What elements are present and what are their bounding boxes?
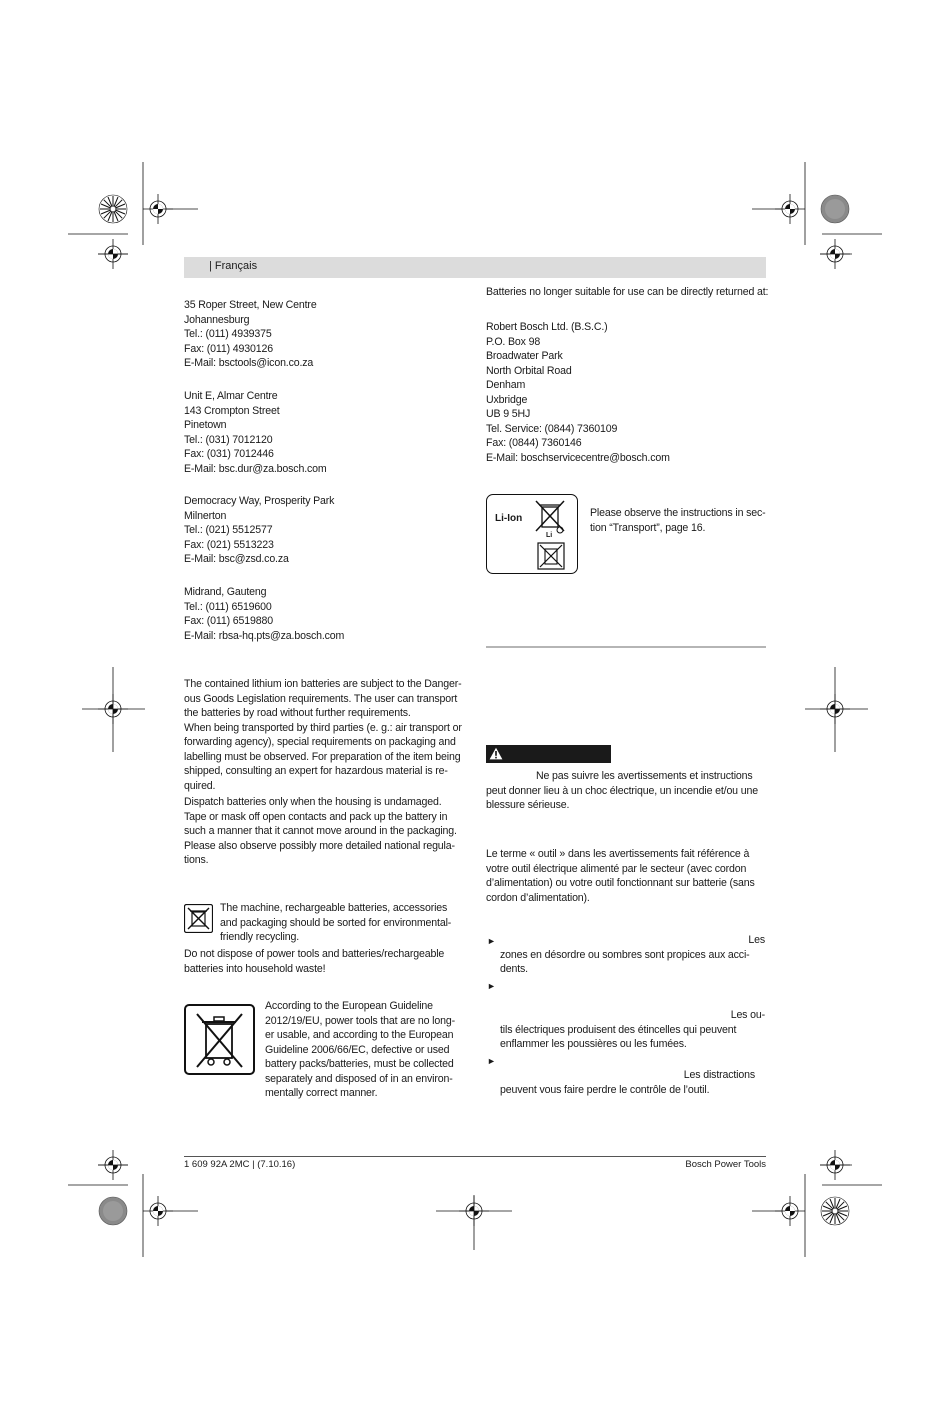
liion-note: Please observe the instructions in sec- tion “Transport”, page 16.	[590, 507, 766, 534]
section-divider	[486, 646, 766, 648]
bullet-arrow-icon: ►	[487, 1056, 496, 1066]
footer-brand: Bosch Power Tools	[685, 1159, 766, 1170]
address-milnerton: Democracy Way, Prosperity Park Milnerton Tel.: (021) 5512577 Fax: (021) 5513223 E-Mail: bsc@zsd.co.za	[184, 495, 335, 565]
household-waste-warning: Do not dispose of power tools and batteries/rechargeable batteries into household waste!	[184, 948, 445, 975]
crossed-bin-small-icon	[184, 904, 213, 933]
page-section-label: | Français	[209, 260, 258, 272]
liion-symbol-box	[486, 494, 578, 574]
address-midrand: Midrand, Gauteng Tel.: (011) 6519600 Fax: (011) 6519880 E-Mail: rbsa-hq.pts@za.bosch.com	[184, 586, 345, 642]
header-bar	[184, 257, 766, 278]
bullet-item-1: Les zones en désordre ou sombres sont propices aux acci- dents.	[500, 934, 765, 975]
warning-triangle-icon	[489, 747, 503, 760]
li-label: Li	[546, 532, 553, 539]
bullet-item-2: Les ou- tils électriques produisent des étincelles qui peuvent enflammer les poussières ou les fumées.	[500, 1009, 765, 1050]
bullet-item-3: Les distractions peuvent vous faire perdre le contrôle de l’outil.	[500, 1069, 755, 1096]
transport-paragraph-2: Dispatch batteries only when the housing is undamaged. Tape or mask off open contacts and pack up the battery in such a manner that it cannot move around in the packaging. Please also observe possibly more detailed national regula- tions.	[184, 796, 457, 866]
address-pinetown: Unit E, Almar Centre 143 Crompton Street Pinetown Tel.: (031) 7012120 Fax: (031) 7012446 E-Mail: bsc.dur@za.bosch.com	[184, 390, 327, 475]
weee-bin-icon	[184, 1004, 255, 1075]
warning-banner	[486, 745, 611, 763]
warning-paragraph-2: Le terme « outil » dans les avertissements fait référence à votre outil électrique alimenté par le secteur (avec cordon d’alimentation) ou votre outil fonctionnant sur batterie (sans cordon d’alimentation).	[486, 848, 755, 904]
bullet-arrow-icon: ►	[487, 981, 496, 991]
transport-paragraph-1: The contained lithium ion batteries are subject to the Danger- ous Goods Legislation requirements. The user can transport the batteries by road without further requirements. When being transported by third parties (e. g.: air transport or forwarding agency), special requirements on packaging and labelling must be observed. For preparation of the item being shipped, consulting an expert for hazardous material is re- quired.	[184, 678, 462, 792]
address-johannesburg: 35 Roper Street, New Centre Johannesburg Tel.: (011) 4939375 Fax: (011) 4930126 E-Mail: bsctools@icon.co.za	[184, 299, 317, 369]
eu-guideline-text: According to the European Guideline 2012/19/EU, power tools that are no long- er usable, and according to the European Guideline 2006/66/EC, defective or used battery packs/batteries, must be collected separately and disposed of in an environ- mentally correct manner.	[265, 1000, 455, 1099]
recycle-battery-icon	[537, 542, 565, 570]
footer-rule	[184, 1156, 766, 1157]
recycling-note: The machine, rechargeable batteries, accessories and packaging should be sorted for environmental- friendly recycling.	[220, 902, 452, 943]
warning-paragraph-1: Ne pas suivre les avertissements et instructions peut donner lieu à un choc électrique, un incendie et/ou une blessure sérieuse.	[486, 770, 758, 811]
footer-doc-number: 1 609 92A 2MC | (7.10.16)	[184, 1159, 296, 1170]
return-intro: Batteries no longer suitable for use can be directly returned at:	[486, 286, 769, 298]
liion-label: Li-Ion	[495, 513, 523, 524]
bullet-arrow-icon: ►	[487, 936, 496, 946]
address-uk: Robert Bosch Ltd. (B.S.C.) P.O. Box 98 Broadwater Park North Orbital Road Denham Uxbridge UB 9 5HJ Tel. Service: (0844) 7360109 Fax: (0844) 7360146 E-Mail: boschservicecentre@bosch.com	[486, 321, 670, 464]
crossed-battery-bin-icon	[533, 499, 567, 535]
